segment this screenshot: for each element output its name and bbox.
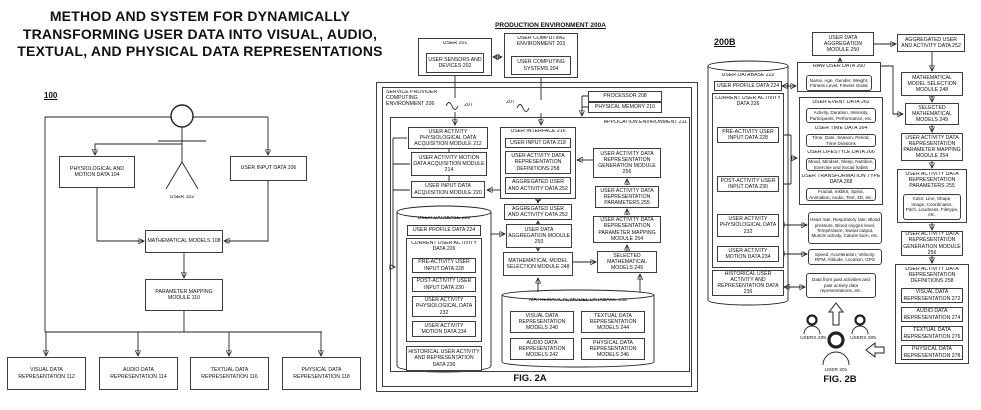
- box-model-selection-module-248-2a: MATHEMATICAL MODEL SELECTION MODULE 248: [503, 252, 573, 276]
- user-computing-environment-203-label: USER COMPUTING ENVIRONMENT 203: [516, 36, 566, 47]
- box-parameter-mapping-module-110: PARAMETER MAPPING MODULE 110: [145, 279, 223, 311]
- box-user-input-data-106: USER INPUT DATA 106: [230, 156, 307, 181]
- historical-data-items-box: Data from past activities and past activity data representations, etc.: [806, 273, 876, 298]
- user-transformation-type-data-268-items: Fractal, Inkblot, Spiral, Animation, Audio, Text, 3D, etc.: [806, 188, 876, 201]
- box-parameter-mapping-module-254-2b: USER ACTIVITY DATA REPRESENTATION PARAMETER MAPPING MODULE 254: [901, 133, 963, 161]
- box-historical-activity-data-236-2b: HISTORICAL USER ACTIVITY AND REPRESENTATION DATA 236: [712, 270, 784, 296]
- box-historical-activity-data-236-2a: HISTORICAL USER ACTIVITY AND REPRESENTATION DATA 236: [406, 346, 482, 371]
- box-textual-data-representation-116: TEXTUAL DATA REPRESENTATION 116: [190, 357, 269, 390]
- box-user-sensors-devices-202: USER SENSORS AND DEVICES 202: [426, 53, 484, 73]
- box-visual-models-240: VISUAL DATA REPRESENTATION MODELS 240: [510, 311, 574, 333]
- box-user-profile-data-224-2b: USER PROFILE DATA 224: [714, 81, 782, 91]
- box-audio-data-representation-114: AUDIO DATA REPRESENTATION 114: [99, 357, 178, 390]
- stick-figure-user-icon: [158, 105, 206, 189]
- box-aggregated-data-252-2b: AGGREGATED USER AND ACTIVITY DATA 252: [897, 34, 965, 52]
- raw-user-data-260-label: RAW USER DATA 260: [812, 64, 866, 69]
- user-transformation-type-data-268-label: USER TRANSFORMATION TYPE DATA 268: [801, 174, 881, 185]
- users-205-right-label: USERS 205: [850, 336, 876, 341]
- box-physical-representation-278: PHYSICAL DATA REPRESENTATION 278: [901, 345, 963, 360]
- current-user-activity-data-226-label-2a: CURRENT USER ACTIVITY DATA 226: [411, 241, 477, 252]
- fig2b-caption: FIG. 2B: [823, 374, 857, 385]
- users-icon-right: [852, 316, 868, 335]
- box-model-selection-module-248-2b: MATHEMATICAL MODEL SELECTION MODULE 248: [901, 72, 963, 96]
- box-user-computing-systems-204: USER COMPUTING SYSTEMS 204: [511, 56, 571, 75]
- box-textual-models-244: TEXTUAL DATA REPRESENTATION MODELS 244: [581, 311, 645, 333]
- box-activity-physiological-data-232-2a: USER ACTIVITY PHYSIOLOGICAL DATA 232: [412, 296, 476, 317]
- up-block-arrow-icon: [829, 303, 843, 325]
- box-user-input-acquisition-module-220: USER INPUT DATA ACQUISITION MODULE 220: [411, 181, 485, 198]
- current-user-activity-data-226-label-2b: CURRENT USER ACTIVITY DATA 226: [715, 96, 781, 107]
- box-processor-208: PROCESSOR 208: [588, 91, 662, 102]
- box-user-data-aggregation-module-250-2b: USER DATA AGGREGATION MODULE 250: [812, 32, 874, 56]
- motion-data-items-box: Speed, Acceleration, Velocity, RPM, Altitude, Location, GPS: [808, 249, 882, 265]
- user-time-data-264-label: USER TIME DATA 264: [814, 126, 868, 131]
- user-interface-216-label: USER INTERFACE 216: [510, 129, 566, 134]
- box-representation-parameters-255-2a: USER ACTIVITY DATA REPRESENTATION PARAMETERS 255: [595, 186, 659, 208]
- box-pre-activity-input-228-2a: PRE-ACTIVITY USER INPUT DATA 228: [412, 258, 476, 273]
- box-physiological-acquisition-module-212: USER ACTIVITY PHYSIOLOGICAL DATA ACQUISITION MODULE 212: [408, 127, 488, 149]
- box-visual-representation-272: VISUAL DATA REPRESENTATION 272: [901, 288, 963, 303]
- box-user-profile-data-224-2a: USER PROFILE DATA 224: [407, 225, 481, 236]
- box-aggregated-data-252-inner: AGGREGATED USER AND ACTIVITY DATA 252: [505, 177, 571, 194]
- box-post-activity-input-230-2b: POST-ACTIVITY USER INPUT DATA 230: [717, 176, 779, 192]
- user-201-label-2b: USER 201: [824, 368, 848, 373]
- math-model-database-238-label: MATHEMATICAL MODEL DATABASE 238: [529, 298, 627, 303]
- user-database-222-label-2b: USER DATABASE 222: [721, 73, 775, 78]
- user-time-data-264-items: Time, Date, Season, Period, Time Divisions: [806, 134, 876, 147]
- user-event-data-262-label: USER EVENT DATA 262: [812, 100, 870, 105]
- left-block-arrow-icon: [866, 343, 884, 357]
- box-physiological-motion-data-104: PHYSIOLOGICAL AND MOTION DATA 104: [59, 156, 135, 188]
- box-representation-definitions-258-inner: USER ACTIVITY DATA REPRESENTATION DEFINITIONS 258: [505, 151, 571, 174]
- box-physical-models-246: PHYSICAL DATA REPRESENTATION MODELS 246: [581, 338, 645, 360]
- user-database-222-label-2a: USER DATABASE 222: [417, 216, 471, 221]
- user-102-label: USER 102: [169, 195, 195, 200]
- fig2b-reference-numeral: 200B: [714, 37, 736, 47]
- fig2a-caption: FIG. 2A: [513, 373, 547, 384]
- box-post-activity-input-230-2a: POST-ACTIVITY USER INPUT DATA 230: [412, 277, 476, 292]
- box-pre-activity-input-228-2b: PRE-ACTIVITY USER INPUT DATA 228: [717, 127, 779, 143]
- raw-user-data-260-items: Name, Age, Gender, Weight, Fitness Level, Fitness Goals: [806, 75, 872, 91]
- box-audio-models-242: AUDIO DATA REPRESENTATION MODELS 242: [510, 338, 574, 360]
- box-user-input-data-218: USER INPUT DATA 218: [505, 138, 571, 148]
- box-textual-representation-276: TEXTUAL DATA REPRESENTATION 276: [901, 326, 963, 341]
- box-parameter-mapping-module-254-2a: USER ACTIVITY DATA REPRESENTATION PARAMETER MAPPING MODULE 254: [593, 216, 661, 243]
- patent-title: METHOD AND SYSTEM FOR DYNAMICALLY TRANSFORMING USER DATA INTO VISUAL, AUDIO, TEXTUAL, AND PHYSICAL DATA REPRESENTATIONS: [17, 8, 383, 59]
- box-activity-motion-data-234-2b: USER ACTIVITY MOTION DATA 234: [717, 246, 779, 262]
- user-lifestyle-data-266-items: Mood, Mindset, Sleep, Nutrition, Exercise and Social habits: [806, 158, 876, 171]
- box-visual-data-representation-112: VISUAL DATA REPRESENTATION 112: [7, 357, 86, 390]
- box-activity-physiological-data-232-2b: USER ACTIVITY PHYSIOLOGICAL DATA 232: [717, 214, 779, 237]
- user-lifestyle-data-266-label: USER LIFESTYLE DATA 266: [807, 150, 875, 155]
- box-selected-mathematical-models-249-2b: SELECTED MATHEMATICAL MODELS 249: [905, 103, 959, 125]
- representation-definitions-258-label-2b: USER ACTIVITY DATA REPRESENTATION DEFINITIONS 258: [905, 267, 959, 284]
- users-icon-left: [804, 316, 820, 335]
- service-provider-environment-label: SERVICE PROVIDER COMPUTING ENVIRONMENT 206: [386, 90, 438, 107]
- box-mathematical-models-108: MATHEMATICAL MODELS 108: [145, 230, 223, 253]
- box-representation-generation-module-256-2b: USER ACTIVITY DATA REPRESENTATION GENERATION MODULE 256: [901, 231, 963, 256]
- box-activity-motion-data-234-2a: USER ACTIVITY MOTION DATA 234: [412, 321, 476, 337]
- box-audio-representation-274: AUDIO DATA REPRESENTATION 274: [901, 307, 963, 322]
- box-representation-generation-module-256-2a: USER ACTIVITY DATA REPRESENTATION GENERATION MODULE 256: [593, 148, 661, 178]
- representation-parameters-255-label-2b: USER ACTIVITY DATA REPRESENTATION PARAMETERS 255: [905, 172, 959, 189]
- fig1-reference-numeral: 100: [44, 91, 58, 100]
- wireless-ref-207-right: 207: [506, 100, 515, 105]
- users-205-left-label: USERS 205: [800, 336, 826, 341]
- box-selected-mathematical-models-249-2a: SELECTED MATHEMATICAL MODELS 249: [597, 251, 657, 273]
- application-environment-label: APPLICATION ENVIRONMENT 211: [603, 120, 687, 125]
- physiological-data-items-box: Heart rate, Respiratory rate, Blood pressure, Blood oxygen level, Temperature, Sweat output, Muscle activity, Calorie burn, etc.: [808, 212, 882, 244]
- wireless-ref-207-left: 207: [464, 103, 473, 108]
- user-event-data-262-items: Activity, Duration, Intensity, Participants, Performance, etc.: [806, 108, 876, 123]
- box-physical-data-representation-118: PHYSICAL DATA REPRESENTATION 118: [282, 357, 361, 390]
- representation-parameters-255-items: Color, Line, Shape, Image, Coordinates, Pitch, Loudness, Filetype, etc.: [903, 194, 961, 220]
- fig2a-production-environment-title: PRODUCTION ENVIRONMENT 200A: [495, 22, 606, 29]
- box-physical-memory-210: PHYSICAL MEMORY 210: [588, 102, 662, 113]
- box-user-data-aggregation-module-250: USER DATA AGGREGATION MODULE 250: [506, 224, 572, 248]
- box-aggregated-data-252: AGGREGATED USER AND ACTIVITY DATA 252: [504, 204, 572, 220]
- user-201-label: USER 201: [442, 41, 468, 46]
- box-motion-acquisition-module-214: USER ACTIVITY MOTION DATA ACQUISITION MODULE 214: [411, 152, 487, 176]
